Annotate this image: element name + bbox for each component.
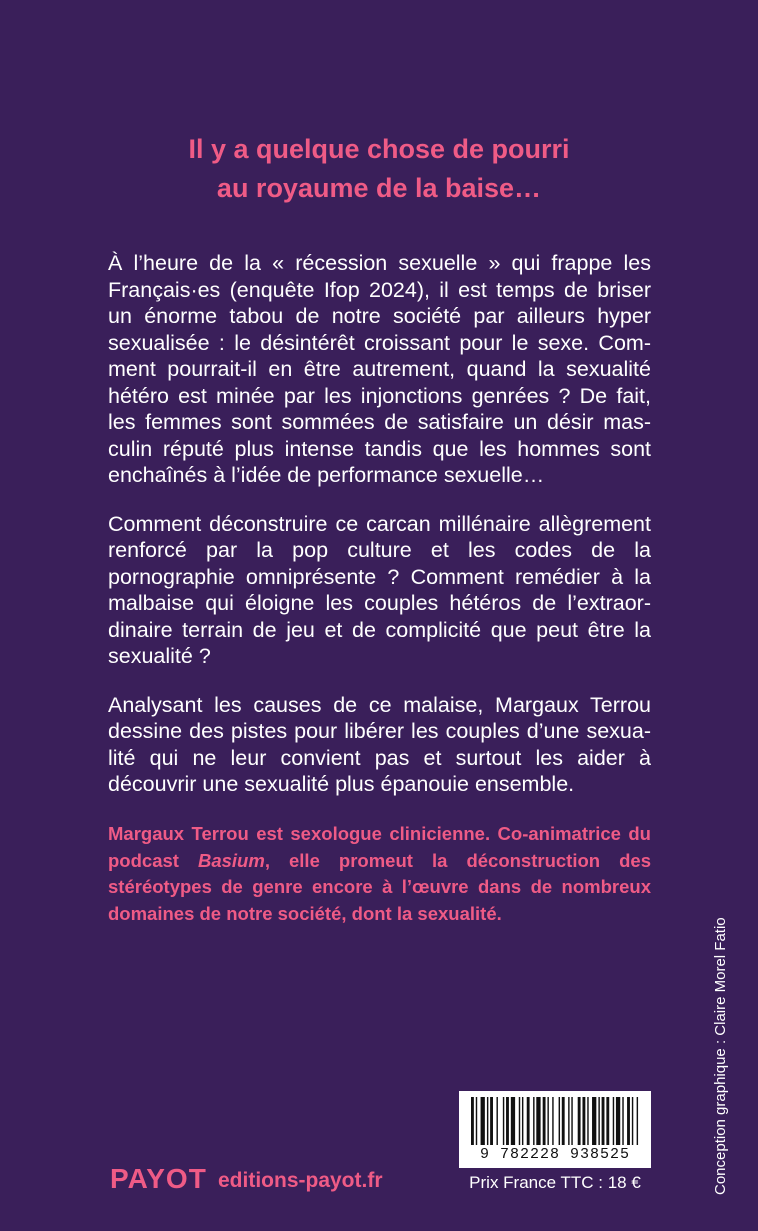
barcode-bar: [568, 1097, 569, 1145]
author-name: Margaux Terrou: [108, 823, 249, 844]
barcode-bar: [490, 1097, 493, 1145]
barcode-bar: [476, 1097, 477, 1145]
barcode-bar: [627, 1097, 630, 1145]
barcode-bar: [606, 1097, 609, 1145]
barcode-bar: [582, 1097, 585, 1145]
barcode-bar: [637, 1097, 638, 1145]
design-credit: Conception graphique : Claire Morel Fatio: [712, 917, 729, 1195]
barcode-bar: [571, 1097, 572, 1145]
blurb-paragraph-3: Analysant les causes de ce malaise, Margaux Terrou dessine des pistes pour libérer les couples d’une sexualité qui ne leur convient pas et surtout les aider à découvrir une sexualité plus épanouie ensemble.: [108, 692, 651, 796]
barcode-bar: [632, 1097, 633, 1145]
barcode-bar: [487, 1097, 488, 1145]
barcode-bar: [496, 1097, 497, 1145]
barcode-bar: [613, 1097, 614, 1145]
podcast-name: Basium: [197, 849, 265, 871]
tagline-line-1: Il y a quelque chose de pourri: [188, 134, 570, 164]
author-bio-part-1: est sexologue clinicienne. Co-animatrice du podcast: [108, 823, 651, 871]
barcode-bar: [559, 1097, 560, 1145]
publisher-website: editions-payot.fr: [218, 1169, 383, 1192]
tagline-line-2: au royaume de la baise…: [216, 173, 542, 203]
isbn-barcode: [459, 1091, 651, 1168]
barcode-bar: [562, 1097, 565, 1145]
blurb-paragraph-1: À l’heure de la « récession sexuelle » qui frappe les Français·es (enquête Ifop 2024), il est temps de briser un énorme tabou de notre société par ailleurs hyper sexualisée : le désintérêt croissant pour le sexe. Comment pourrait-il en être autrement, quand la sexualité hétéro est minée par les injonctions genrées ? De fait, les femmes sont sommées de satisfaire un désir masculin réputé plus intense tandis que les hommes sont enchaînés à l’idée de performance sexuelle…: [108, 251, 651, 487]
author-bio-part-2: , elle promeut la déconstruction des stéréotypes de genre encore à l’œuvre dans de nombreux domaines de notre société, dont la sexualité.: [108, 849, 651, 924]
publisher-logo: PAYOT: [110, 1163, 207, 1194]
tagline: [0, 130, 758, 208]
barcode-bar: [481, 1097, 485, 1145]
barcode-bar: [602, 1097, 605, 1145]
barcode-bar: [519, 1097, 520, 1145]
barcode-bar: [522, 1097, 523, 1145]
barcode-bar: [506, 1097, 509, 1145]
price-label: Prix France TTC : 18 €: [469, 1173, 641, 1192]
barcode-bar: [622, 1097, 623, 1145]
barcode-bar: [578, 1097, 581, 1145]
barcode-bar: [616, 1097, 620, 1145]
barcode-bar: [543, 1097, 546, 1145]
barcode-bar: [533, 1097, 534, 1145]
blurb: [108, 250, 651, 820]
barcode-bar: [511, 1097, 515, 1145]
author-bio: [108, 821, 651, 927]
barcode-bars: [471, 1097, 643, 1145]
barcode-bar: [592, 1097, 596, 1145]
barcode-bar: [552, 1097, 553, 1145]
barcode-digits: 9 782228 938525: [479, 1146, 631, 1163]
barcode-bar: [471, 1097, 474, 1145]
barcode-bar: [527, 1097, 530, 1145]
barcode-bar: [547, 1097, 548, 1145]
barcode-bar: [598, 1097, 599, 1145]
barcode-bar: [503, 1097, 504, 1145]
barcode-bar: [587, 1097, 588, 1145]
barcode-bar: [536, 1097, 540, 1145]
blurb-paragraph-2: Comment déconstruire ce carcan millénaire allègrement renforcé par la pop culture et les codes de la pornographie omniprésente ? Comment remédier à la malbaise qui éloigne les couples hétéros de l’extraordinaire terrain de jeu et de complicité que peut être la sexualité ?: [108, 511, 651, 668]
